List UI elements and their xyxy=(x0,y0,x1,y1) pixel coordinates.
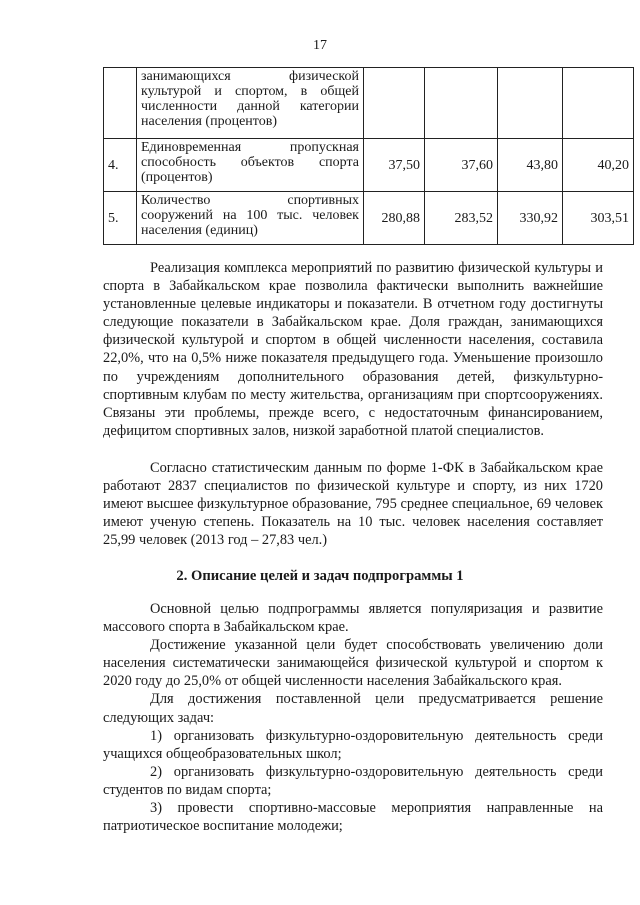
value-cell: 283,52 xyxy=(425,192,498,245)
results-section xyxy=(103,259,603,440)
row-number: 4. xyxy=(104,139,137,192)
value-cell: 330,92 xyxy=(498,192,563,245)
statistics-section xyxy=(103,459,603,549)
value-cell xyxy=(498,68,563,139)
section-heading: 2. Описание целей и задач подпрограммы 1 xyxy=(176,568,464,584)
list-item: 1) организовать физкультурно-оздоровительную деятельность среди учащихся общеобразовательных школ; xyxy=(103,727,603,762)
paragraph: Для достижения поставленной цели предусматривается решение следующих задач: xyxy=(103,691,603,726)
value-cell: 37,50 xyxy=(364,139,425,192)
indicators-table xyxy=(103,67,634,245)
table-row xyxy=(104,139,634,192)
table-row xyxy=(104,192,634,245)
value-cell: 37,60 xyxy=(425,139,498,192)
row-number: 5. xyxy=(104,192,137,245)
indicator-name: Количество спортивных сооружений на 100 тыс. человек населения (единиц) xyxy=(137,192,364,245)
indicator-name: Единовременная пропускная способность объектов спорта (процентов) xyxy=(137,139,364,192)
value-cell xyxy=(364,68,425,139)
paragraph: Основной целью подпрограммы является популяризация и развитие массового спорта в Забайкальском крае. xyxy=(103,601,603,636)
table-row xyxy=(104,68,634,139)
value-cell: 280,88 xyxy=(364,192,425,245)
paragraph: Реализация комплекса мероприятий по развитию физической культуры и спорта в Забайкальском крае позволила фактически выполнить важнейшие установленные целевые индикаторы и показатели. В отчетном году достигнуты следующие показатели в Забайкальском крае. Доля граждан, занимающихся физической культурой и спортом в общей численности населения, составила 22,0%, что на 0,5% ниже показателя предыдущего года. Уменьшение произошло по учреждениям дополнительного образования детей, физкультурно-спортивным клубам по месту жительства, организациям при спортсооружениях. Связаны эти проблемы, прежде всего, с недостаточным финансированием, дефицитом спортивных залов, низкой заработной платой специалистов. xyxy=(103,260,603,439)
list-item: 3) провести спортивно-массовые мероприятия направленные на патриотическое воспитание молодежи; xyxy=(103,800,603,835)
paragraph: Достижение указанной цели будет способствовать увеличению доли населения систематически занимающейся физической культурой и спортом к 2020 году до 25,0% от общей численности населения Забайкальского края. xyxy=(103,637,603,690)
value-cell xyxy=(425,68,498,139)
goals-section xyxy=(103,600,603,835)
indicator-name: занимающихся физической культурой и спортом, в общей численности данной категории населения (процентов) xyxy=(137,68,364,139)
list-item: 2) организовать физкультурно-оздоровительную деятельность среди студентов по видам спорта; xyxy=(103,763,603,798)
value-cell: 40,20 xyxy=(563,139,634,192)
value-cell: 43,80 xyxy=(498,139,563,192)
page-number: 17 xyxy=(313,38,327,53)
row-number xyxy=(104,68,137,139)
value-cell xyxy=(563,68,634,139)
paragraph: Согласно статистическим данным по форме 1-ФК в Забайкальском крае работают 2837 специалистов по физической культуре и спорту, из них 1720 имеют высшее физкультурное образование, 795 среднее специальное, 69 человек имеют ученую степень. Показатель на 10 тыс. человек населения составляет 25,99 человек (2013 год – 27,83 чел.) xyxy=(103,460,603,549)
value-cell: 303,51 xyxy=(563,192,634,245)
